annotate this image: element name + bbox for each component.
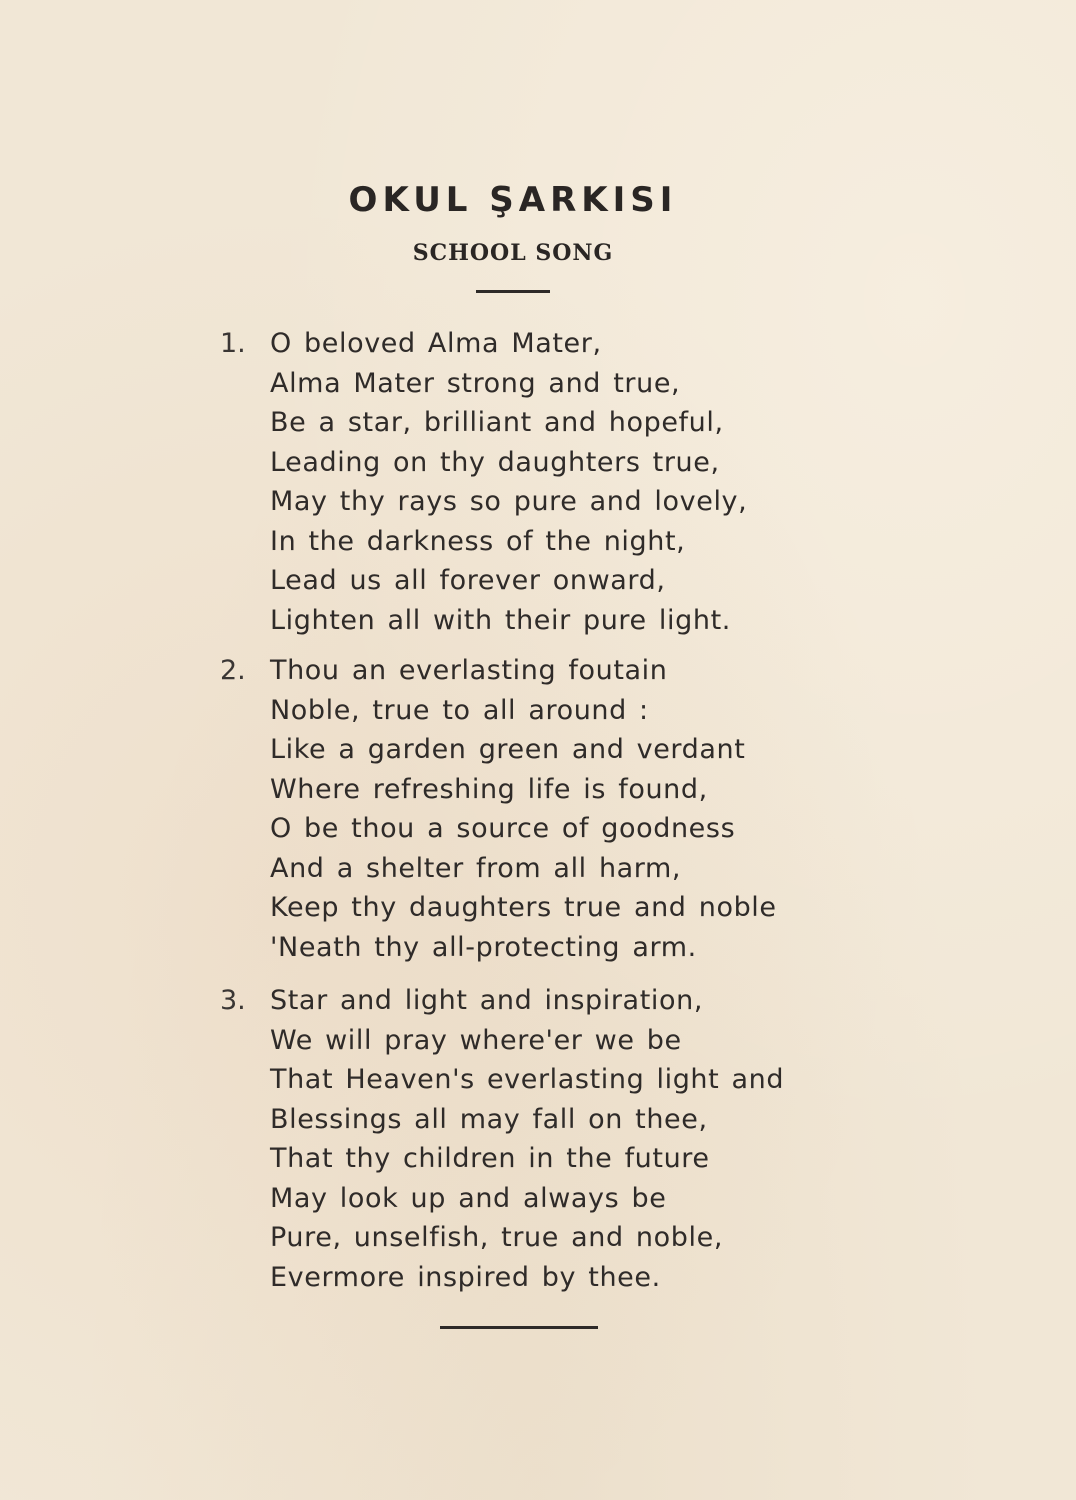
verse-lines: [270, 981, 870, 1297]
verse-line: Blessings all may fall on thee,: [270, 1103, 708, 1135]
verse-line: O beloved Alma Mater,: [270, 328, 602, 359]
bottom-divider: [440, 1326, 598, 1329]
verse-line: O be thou a source of goodness: [270, 813, 736, 844]
verse-lines: [270, 651, 870, 967]
verse-line: 'Neath thy all-protecting arm.: [270, 931, 697, 963]
verse-line: May thy rays so pure and lovely,: [270, 486, 748, 517]
verse-line: We will pray where'er we be: [270, 1024, 682, 1056]
verse-number: 3.: [220, 985, 246, 1016]
verse-line: Be a star, brilliant and hopeful,: [270, 407, 724, 438]
verse-line: In the darkness of the night,: [270, 525, 686, 557]
verse-line: Lighten all with their pure light.: [270, 604, 731, 636]
verse-lines: [270, 324, 870, 640]
top-divider: [476, 290, 550, 293]
verse-line: Like a garden green and verdant: [270, 734, 746, 765]
verse-line: Where refreshing life is found,: [270, 773, 708, 805]
verse-line: Keep thy daughters true and noble: [270, 892, 777, 923]
page-title: OKUL ŞARKISI: [348, 180, 678, 220]
verse-line: That thy children in the future: [270, 1143, 710, 1174]
verse-number: 2.: [220, 655, 246, 686]
verse-line: Noble, true to all around :: [270, 694, 649, 726]
verse-line: Evermore inspired by thee.: [270, 1261, 661, 1293]
page-subtitle: SCHOOL SONG: [412, 240, 614, 266]
verse-line: Thou an everlasting foutain: [270, 655, 668, 686]
verse-line: Lead us all forever onward,: [270, 565, 666, 596]
verse-line: Leading on thy daughters true,: [270, 446, 720, 478]
verse-line: Alma Mater strong and true,: [270, 367, 681, 399]
verse-line: Star and light and inspiration,: [270, 985, 704, 1016]
verse-line: Pure, unselfish, true and noble,: [270, 1222, 723, 1253]
verse-line: May look up and always be: [270, 1182, 667, 1214]
verse-line: And a shelter from all harm,: [270, 852, 682, 884]
verse-line: That Heaven's everlasting light and: [270, 1064, 785, 1095]
verse-number: 1.: [220, 328, 246, 359]
